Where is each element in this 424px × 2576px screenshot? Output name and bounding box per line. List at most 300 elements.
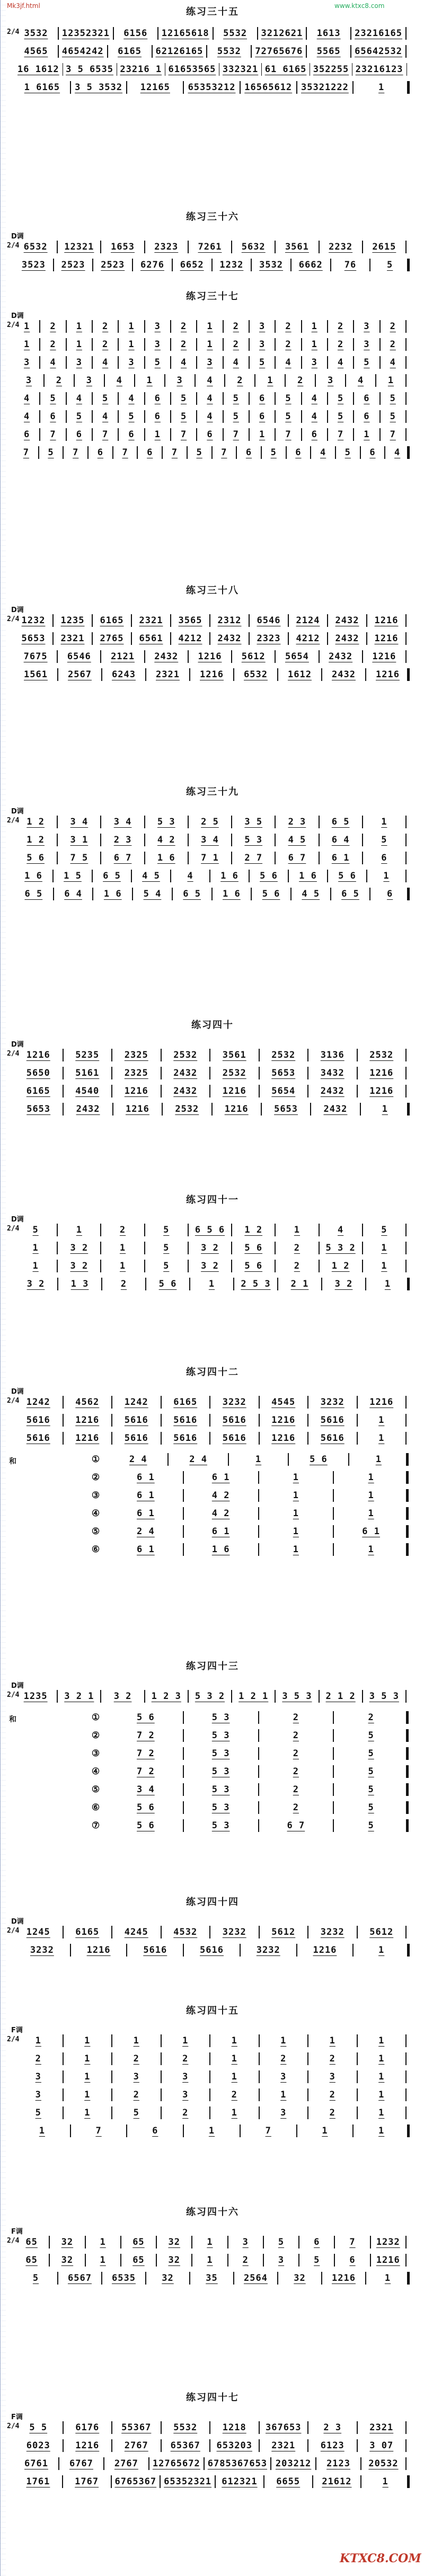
barline (118, 410, 119, 423)
measure: 5 (154, 357, 161, 368)
barline (92, 870, 93, 882)
barline (92, 392, 93, 405)
measure: 12765672 (152, 2458, 200, 2469)
barline (345, 374, 346, 387)
barline (66, 338, 67, 351)
barline (53, 259, 54, 271)
barline (350, 27, 351, 40)
notation-row (17, 445, 410, 461)
measure: 2325 (124, 1050, 148, 1060)
measure: 3 2 (201, 1261, 219, 1271)
measure: 2 (231, 2090, 237, 2100)
measure: 1 (207, 339, 213, 350)
barline (57, 2272, 58, 2285)
measure: 16 1612 (17, 64, 59, 75)
key-signature: F调 (11, 2228, 23, 2236)
measure: 1 (387, 375, 394, 386)
harmony-row (80, 1710, 409, 1725)
measure: 5 (368, 1784, 374, 1795)
time-signature: 2/4 (7, 817, 20, 825)
notation-row (17, 2234, 410, 2250)
measure: 1 (146, 375, 153, 386)
barline (405, 374, 407, 387)
measure: 612321 (222, 2476, 258, 2487)
barline (357, 2034, 358, 2047)
measure: 5 (364, 357, 370, 368)
barline (183, 81, 184, 94)
measure: 5653 (274, 1104, 298, 1114)
barline (126, 1944, 127, 1957)
measure: 2 3 (323, 2422, 342, 2433)
barline (63, 2052, 64, 2065)
measure: 6532 (23, 242, 48, 252)
measure: 6 4 (331, 835, 350, 845)
measure: 3532 (24, 28, 48, 39)
barline (161, 2106, 162, 2119)
measure: 5 6 (137, 1820, 155, 1831)
measure: 7 1 (201, 853, 219, 863)
measure: 3 (133, 2072, 139, 2082)
measure: 4 5 (288, 835, 306, 845)
barline (405, 1396, 407, 1409)
measure: 2323 (154, 242, 179, 252)
measure: 2 1 2 (325, 1691, 356, 1702)
measure: 6 5 (341, 889, 359, 899)
measure: 5235 (75, 1050, 100, 1060)
barline (259, 2052, 260, 2065)
barline (231, 1224, 232, 1236)
measure: 2 (280, 2053, 287, 2064)
measure: 61653565 (168, 64, 216, 75)
barline (375, 374, 376, 387)
barline (258, 1507, 259, 1520)
barline (70, 2124, 71, 2137)
measure: 3 2 (113, 1691, 132, 1702)
barline (405, 870, 407, 882)
barline (161, 1414, 162, 1427)
measure: 3 (364, 321, 370, 332)
barline (57, 852, 58, 864)
barline (145, 668, 146, 681)
barline (161, 1067, 162, 1079)
barline (258, 1489, 259, 1502)
exercise-title: 练习四十五 (186, 2005, 239, 2016)
barline (327, 410, 328, 423)
measure: 2 (242, 2255, 249, 2265)
measure: 4 (187, 871, 193, 881)
barline (275, 241, 276, 253)
barline (405, 1926, 407, 1938)
measure: 6 5 (24, 889, 43, 899)
measure: 3 2 (201, 1243, 219, 1253)
measure: 65642532 (355, 46, 403, 57)
barline (92, 888, 93, 900)
final-barline (406, 1819, 409, 1832)
measure: 2432 (335, 615, 359, 626)
barline (327, 614, 328, 627)
voice-number: ⑤ (91, 1526, 101, 1537)
notation-row (17, 814, 410, 830)
barline (144, 320, 145, 333)
measure: 6 (76, 429, 82, 440)
barline (223, 428, 224, 441)
measure: 1232 (219, 260, 244, 270)
measure: 5616 (222, 1433, 246, 1444)
measure: 6 (314, 2237, 320, 2247)
barline (148, 2457, 149, 2470)
measure: 1 (294, 1225, 301, 1235)
measure: 5 (196, 447, 202, 458)
time-signature: 2/4 (7, 2237, 20, 2245)
barline (161, 2052, 162, 2065)
source-mark-left: Mk3jf.html (7, 2, 40, 10)
harmony-row (80, 1488, 409, 1503)
final-barline (407, 888, 410, 900)
barline (183, 1747, 184, 1760)
measure: 23216165 (355, 28, 403, 39)
barline (183, 1489, 184, 1502)
voice-number: ② (91, 1472, 101, 1483)
barline (319, 1242, 320, 1254)
barline (259, 1067, 260, 1079)
measure: 1 2 (26, 835, 45, 845)
measure: 6 (152, 2126, 158, 2136)
notation-row (17, 43, 410, 59)
barline (319, 241, 320, 253)
measure: 6165 (26, 1086, 50, 1096)
measure: 1 (383, 871, 390, 881)
harmony-label: 和 (9, 1715, 16, 1724)
measure: 4 (311, 411, 317, 422)
measure: 1 (368, 1544, 374, 1555)
final-barline (406, 1489, 409, 1502)
barline (223, 356, 224, 369)
barline (288, 870, 289, 882)
measure: 5616 (124, 1433, 148, 1444)
barline (63, 2439, 64, 2452)
barline (275, 338, 276, 351)
measure: 3 4 (137, 1784, 155, 1795)
measure: 1 (381, 1261, 387, 1271)
barline (379, 428, 381, 441)
final-barline (407, 2272, 410, 2285)
barline (39, 410, 40, 423)
barline (258, 1525, 259, 1538)
barline (249, 356, 250, 369)
barline (74, 374, 75, 387)
measure: 6165 (118, 46, 142, 57)
barline (379, 320, 381, 333)
barline (161, 1085, 162, 1097)
barline (111, 2052, 112, 2065)
key-signature: D调 (11, 1041, 24, 1049)
measure: 1613 (316, 28, 341, 39)
measure: 2121 (111, 651, 135, 662)
measure: 2432 (329, 651, 353, 662)
barline (362, 1690, 363, 1703)
measure: 5 (368, 1820, 374, 1831)
measure: 3232 (256, 1945, 280, 1955)
notation-row (17, 667, 410, 683)
barline (231, 834, 232, 846)
barline (405, 1690, 407, 1703)
measure: 5 3 (211, 1730, 230, 1741)
measure: 3 (35, 2090, 41, 2100)
barline (275, 428, 276, 441)
measure: 1 (293, 1544, 299, 1555)
measure: 5 (314, 2255, 320, 2265)
barline (277, 668, 278, 681)
barline (254, 374, 255, 387)
measure: 1 (231, 2035, 237, 2046)
harmony-row (80, 1764, 409, 1780)
barline (144, 338, 145, 351)
barline (275, 410, 276, 423)
measure: 2 (102, 339, 109, 350)
barline (100, 650, 101, 663)
barline (251, 45, 252, 58)
barline (132, 259, 133, 271)
barline (92, 428, 93, 441)
measure: 1 2 (26, 817, 45, 827)
measure: 6 (154, 411, 161, 422)
barline (362, 1242, 363, 1254)
measure: 1 (378, 1945, 385, 1955)
barline (365, 668, 366, 681)
barline (144, 241, 145, 253)
measure: 2 (182, 2053, 189, 2064)
barline (57, 834, 58, 846)
measure: 5616 (143, 1945, 167, 1955)
measure: 1 (231, 2108, 237, 2118)
barline (170, 320, 171, 333)
barline (101, 1278, 102, 1290)
measure: 6 (97, 447, 104, 458)
barline (231, 852, 232, 864)
measure: 2 3 (113, 835, 132, 845)
measure: 5 3 (211, 1784, 230, 1795)
measure: 65352321 (164, 2476, 212, 2487)
measure: 3 5 6535 (66, 64, 113, 75)
measure: 1 2 3 (151, 1691, 181, 1702)
measure: 6 7 (113, 853, 132, 863)
measure: 1 (378, 2126, 385, 2136)
measure: 1653 (111, 242, 135, 252)
measure: 1216 (125, 1104, 149, 1114)
measure: 2124 (296, 615, 320, 626)
barline (357, 1414, 358, 1427)
barline (204, 2457, 205, 2470)
measure: 1216 (75, 1433, 100, 1444)
measure: 2321 (156, 669, 180, 680)
measure: 6 7 (288, 853, 306, 863)
notation-row (17, 1942, 410, 1958)
barline (307, 2106, 308, 2119)
barline (298, 2254, 299, 2267)
barline (111, 1432, 112, 1445)
barline (161, 2439, 162, 2452)
measure: 5 3 (211, 1748, 230, 1759)
measure: 3 (76, 357, 82, 368)
measure: 32 (162, 2273, 174, 2283)
barline (259, 1432, 260, 1445)
final-barline (406, 1453, 409, 1466)
measure: 4565 (24, 46, 48, 57)
barline (100, 852, 101, 864)
barline (350, 45, 351, 58)
barline (189, 2272, 190, 2285)
key-signature: D调 (11, 1216, 24, 1224)
barline (196, 410, 197, 423)
measure: 5 (32, 2273, 39, 2283)
notation-row (17, 613, 410, 628)
barline (62, 2475, 63, 2488)
notation-row (17, 2456, 410, 2472)
measure: 3 (242, 2237, 249, 2247)
barline (145, 2272, 146, 2285)
measure: 4 (116, 375, 122, 386)
measure: 1612 (288, 669, 312, 680)
measure: 1767 (75, 2476, 99, 2487)
measure: 2 1 (290, 1279, 309, 1289)
final-barline (406, 1525, 409, 1538)
barline (288, 632, 289, 645)
barline (405, 2052, 407, 2065)
measure: 3565 (178, 615, 202, 626)
measure: 1 (364, 429, 370, 440)
measure: 1 (378, 2090, 385, 2100)
exercise-title: 练习三十九 (186, 786, 239, 798)
measure: 1 (84, 2090, 91, 2100)
harmony-row (80, 1728, 409, 1743)
barline (161, 1926, 162, 1938)
barline (227, 2236, 228, 2249)
barline (209, 2439, 210, 2452)
measure: 65 (25, 2255, 38, 2265)
barline (162, 1103, 163, 1116)
measure: 2523 (101, 260, 125, 270)
measure: 5616 (222, 1415, 246, 1426)
barline (188, 1690, 189, 1703)
barline (211, 1103, 213, 1116)
barline (233, 668, 234, 681)
time-signature: 2/4 (7, 28, 20, 36)
measure: 7 2 (137, 1766, 155, 1777)
notation-row (17, 427, 410, 442)
measure: 3 5 3532 (75, 82, 123, 93)
measure: 5653 (26, 1104, 51, 1114)
measure: 5 (278, 2237, 285, 2247)
measure: 6 4 (64, 889, 82, 899)
barline (296, 81, 297, 94)
measure: 6785367653 (207, 2458, 268, 2469)
time-signature: 2/4 (7, 1397, 20, 1405)
exercise-title: 练习四十二 (186, 1367, 239, 1378)
measure: 2432 (335, 633, 359, 644)
measure: 4 (207, 393, 213, 404)
barline (63, 1085, 64, 1097)
measure: 5 (35, 2108, 41, 2118)
measure: 6652 (180, 260, 204, 270)
measure: 1 (39, 2126, 45, 2136)
barline (249, 392, 250, 405)
notation-row (17, 649, 410, 665)
measure: 2 (35, 2053, 41, 2064)
barline (183, 1543, 184, 1556)
final-barline (407, 81, 410, 94)
time-signature: 2/4 (7, 2422, 20, 2430)
measure: 5 (368, 1802, 374, 1813)
measure: 5616 (320, 1415, 344, 1426)
measure: 1 (100, 2255, 106, 2265)
barline (132, 888, 133, 900)
measure: 1 (128, 321, 135, 332)
notation-row (17, 391, 410, 406)
barline (330, 259, 331, 271)
measure: 12321 (64, 242, 94, 252)
measure: 1 6165 (24, 82, 60, 93)
measure: 5 (270, 447, 277, 458)
barline (209, 1396, 210, 1409)
barline (405, 2236, 407, 2249)
notation-row (17, 257, 410, 273)
barline (58, 27, 59, 40)
barline (104, 374, 105, 387)
measure: 65 (25, 2237, 38, 2247)
barline (315, 374, 316, 387)
barline (270, 2457, 271, 2470)
measure: 1242 (26, 1397, 50, 1407)
notation-row (17, 2033, 410, 2049)
exercise-title: 练习三十七 (186, 291, 239, 302)
barline (188, 650, 189, 663)
barline (405, 2106, 407, 2119)
measure: 2532 (222, 1068, 246, 1078)
barline (209, 2088, 210, 2101)
barline (327, 428, 328, 441)
measure: 4 (76, 393, 82, 404)
measure: 5 (233, 393, 239, 404)
measure: 1 (128, 339, 135, 350)
barline (275, 816, 276, 828)
barline (307, 2034, 308, 2047)
exercise-title: 练习三十六 (186, 211, 239, 223)
measure: 7 (265, 2126, 271, 2136)
measure: 6561 (139, 633, 163, 644)
measure: 5 3 (211, 1712, 230, 1723)
voice-number: ③ (91, 1748, 101, 1759)
measure: 2 (294, 1243, 301, 1253)
barline (160, 2475, 161, 2488)
measure: 5 6 (137, 1712, 155, 1723)
barline (111, 2475, 112, 2488)
barline (327, 392, 328, 405)
harmony-row (80, 1746, 409, 1761)
barline (307, 1049, 308, 1061)
measure: 2 (182, 2108, 189, 2118)
measure: 1 (76, 339, 82, 350)
barline (333, 1711, 334, 1724)
measure: 5 4 (143, 889, 162, 899)
measure: 1 (35, 2035, 41, 2046)
barline (100, 1690, 101, 1703)
barline (405, 1260, 407, 1272)
measure: 2 (293, 1802, 299, 1813)
barline (348, 1453, 349, 1466)
barline (405, 410, 407, 423)
measure: 1 (84, 2035, 91, 2046)
barline (170, 392, 171, 405)
